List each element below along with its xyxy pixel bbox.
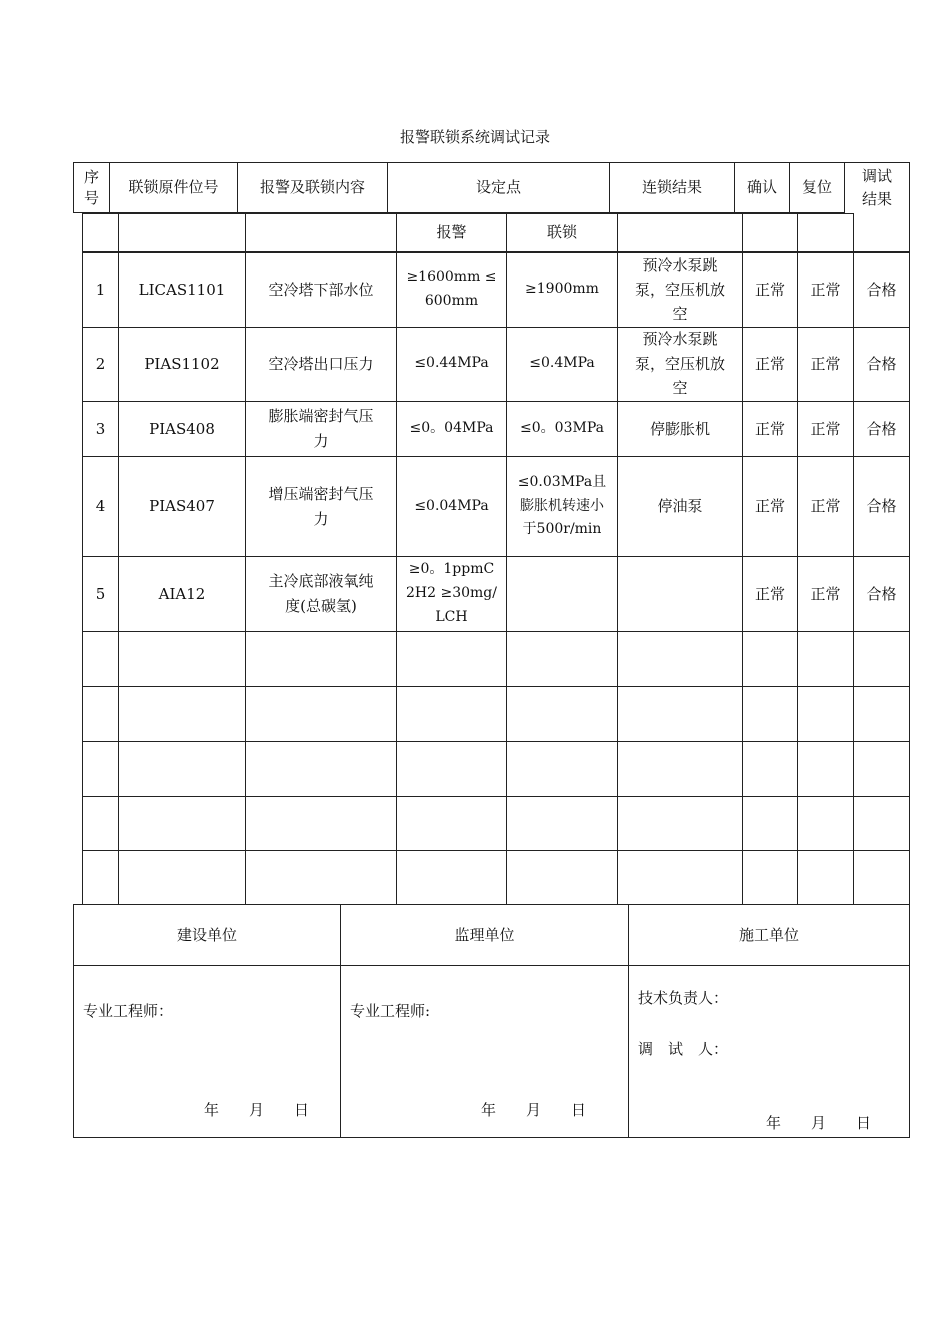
cell-result	[618, 632, 743, 687]
cell-interlock-text: ≤0.4MPa	[529, 355, 595, 372]
cell-content	[246, 457, 397, 557]
cell-reset	[798, 557, 854, 632]
cell-result	[618, 252, 743, 328]
cell-interlock	[507, 632, 618, 687]
header2-content	[246, 213, 397, 252]
cell-tag	[119, 457, 246, 557]
cell-reset	[798, 402, 854, 457]
cell-content-text: 膨胀端密封气压力	[268, 407, 374, 450]
cell-confirm-text: 正常	[754, 419, 785, 438]
cell-reset	[798, 632, 854, 687]
cell-no	[82, 457, 119, 557]
cell-interlock-text: ≤0.03MPa且膨胀机转速小于500r/min	[517, 473, 607, 538]
cell-interlock	[507, 252, 618, 328]
cell-interlock	[507, 557, 618, 632]
cell-reset	[798, 797, 854, 851]
cell-result	[618, 742, 743, 797]
cell-alarm-text: ≤0。04MPa	[409, 420, 494, 437]
cell-no	[82, 327, 119, 402]
cell-debug-text: 合格	[866, 280, 897, 299]
cell-debug	[854, 742, 910, 797]
cell-interlock	[507, 851, 618, 905]
cell-reset-text: 正常	[810, 419, 841, 438]
cell-reset	[798, 457, 854, 557]
cell-interlock	[507, 327, 618, 402]
cell-no	[82, 252, 119, 328]
header-alarm: 报警	[397, 213, 507, 252]
cell-debug-text: 合格	[866, 354, 897, 373]
cell-result	[618, 457, 743, 557]
cell-confirm	[743, 327, 798, 402]
cell-no-text: 2	[95, 354, 106, 373]
cell-tag	[119, 687, 246, 742]
header2-result	[618, 213, 743, 252]
cell-alarm	[397, 742, 507, 797]
cell-reset	[798, 851, 854, 905]
cell-no	[82, 402, 119, 457]
cell-interlock	[507, 797, 618, 851]
cell-no-text: 5	[95, 584, 106, 603]
cell-tag	[119, 327, 246, 402]
cell-tag-text: LICAS1101	[138, 280, 226, 299]
cell-result-text: 预冷水泵跳泵，空压机放空	[634, 329, 725, 398]
cell-debug	[854, 687, 910, 742]
cell-tag	[119, 851, 246, 905]
cell-debug-text: 合格	[866, 584, 897, 603]
cell-result-text: 停膨胀机	[649, 419, 710, 438]
cell-tag-text: AIA12	[158, 584, 206, 603]
cell-result-text: 预冷水泵跳泵，空压机放空	[634, 255, 725, 324]
cell-debug	[854, 402, 910, 457]
cell-result	[618, 327, 743, 402]
cell-interlock-text: ≤0。03MPa	[520, 420, 604, 437]
header2-confirm	[743, 213, 798, 252]
cell-result	[618, 797, 743, 851]
cell-confirm-text: 正常	[754, 584, 785, 603]
page-title: 报警联锁系统调试记录	[399, 128, 550, 146]
cell-confirm	[743, 402, 798, 457]
cell-result-text: 停油泵	[657, 497, 703, 516]
cell-reset-text: 正常	[810, 280, 841, 299]
header-tag: 联锁原件位号	[110, 162, 238, 213]
cell-alarm	[397, 557, 507, 632]
header-confirm: 确认	[735, 162, 790, 213]
cell-tag-text: PIAS408	[149, 419, 215, 438]
cell-content-text: 空冷塔出口压力	[268, 354, 374, 373]
cell-content-text: 增压端密封气压力	[268, 484, 374, 528]
header2-reset	[798, 213, 854, 252]
cell-no-text: 4	[95, 497, 106, 516]
cell-alarm	[397, 851, 507, 905]
cell-reset-text: 正常	[810, 584, 841, 603]
cell-alarm-text: ≤0.44MPa	[414, 355, 489, 372]
cell-result	[618, 851, 743, 905]
cell-result	[618, 402, 743, 457]
cell-content	[246, 252, 397, 328]
sig-construction-header: 建设单位	[73, 904, 341, 966]
construction-date: 年 月 日	[204, 1101, 310, 1119]
header2-debug	[854, 213, 910, 252]
cell-debug	[854, 632, 910, 687]
cell-tag	[119, 252, 246, 328]
cell-debug-text: 合格	[866, 419, 897, 438]
cell-confirm	[743, 557, 798, 632]
cell-debug	[854, 851, 910, 905]
cell-reset-text: 正常	[810, 354, 841, 373]
header-debug-result: 调试结果	[845, 162, 910, 213]
cell-tag-text: PIAS1102	[144, 354, 220, 373]
cell-alarm-text: ≥0。1ppmC2H2 ≥30mg/LCH	[406, 561, 497, 625]
cell-alarm	[397, 457, 507, 557]
cell-no	[82, 632, 119, 687]
cell-alarm	[397, 687, 507, 742]
cell-tag	[119, 797, 246, 851]
header-no: 序号	[73, 162, 110, 213]
cell-tag	[119, 632, 246, 687]
tech-lead-label: 技术负责人：	[638, 989, 729, 1007]
cell-interlock	[507, 402, 618, 457]
contractor-date: 年 月 日	[766, 1114, 872, 1132]
cell-alarm	[397, 327, 507, 402]
sig-supervision-header: 监理单位	[341, 904, 629, 966]
header-setpoint: 设定点	[388, 162, 610, 213]
sig-contractor-header: 施工单位	[629, 904, 910, 966]
header-reset: 复位	[790, 162, 845, 213]
cell-no	[82, 557, 119, 632]
cell-confirm	[743, 632, 798, 687]
debugger-label: 调 试 人：	[638, 1040, 729, 1058]
cell-debug	[854, 252, 910, 328]
cell-content	[246, 327, 397, 402]
supervision-date: 年 月 日	[481, 1101, 587, 1119]
cell-no	[82, 687, 119, 742]
cell-confirm-text: 正常	[754, 497, 785, 516]
cell-confirm	[743, 252, 798, 328]
cell-confirm	[743, 797, 798, 851]
cell-confirm	[743, 457, 798, 557]
cell-content	[246, 557, 397, 632]
cell-content	[246, 632, 397, 687]
cell-reset	[798, 687, 854, 742]
cell-interlock	[507, 742, 618, 797]
construction-engineer-label: 专业工程师：	[83, 1002, 174, 1020]
cell-debug-text: 合格	[866, 497, 897, 516]
cell-no-text: 3	[95, 419, 106, 438]
cell-no	[82, 742, 119, 797]
cell-alarm	[397, 797, 507, 851]
cell-tag	[119, 557, 246, 632]
cell-interlock	[507, 457, 618, 557]
cell-reset	[798, 742, 854, 797]
header-interlock: 联锁	[507, 213, 618, 252]
cell-tag	[119, 402, 246, 457]
cell-alarm-text: ≤0.04MPa	[414, 497, 489, 514]
supervision-engineer-label: 专业工程师:	[350, 1002, 431, 1020]
cell-reset	[798, 327, 854, 402]
cell-no	[82, 797, 119, 851]
cell-tag	[119, 742, 246, 797]
cell-debug	[854, 327, 910, 402]
cell-confirm	[743, 851, 798, 905]
header-result: 连锁结果	[610, 162, 735, 213]
cell-result	[618, 557, 743, 632]
cell-content	[246, 851, 397, 905]
cell-alarm	[397, 252, 507, 328]
cell-debug	[854, 457, 910, 557]
cell-confirm	[743, 742, 798, 797]
cell-debug	[854, 557, 910, 632]
cell-interlock	[507, 687, 618, 742]
cell-tag-text: PIAS407	[149, 497, 215, 516]
cell-confirm	[743, 687, 798, 742]
cell-content-text: 主冷底部液氧纯度(总碳氢)	[268, 572, 374, 615]
cell-content-text: 空冷塔下部水位	[268, 280, 374, 299]
cell-alarm-text: ≥1600mm ≤600mm	[406, 269, 497, 309]
cell-content	[246, 742, 397, 797]
cell-alarm	[397, 632, 507, 687]
cell-result	[618, 687, 743, 742]
cell-no-text: 1	[95, 280, 106, 299]
cell-alarm	[397, 402, 507, 457]
header-content: 报警及联锁内容	[238, 162, 388, 213]
cell-reset	[798, 252, 854, 328]
header2-tag	[119, 213, 246, 252]
cell-reset-text: 正常	[810, 497, 841, 516]
cell-content	[246, 402, 397, 457]
cell-debug	[854, 797, 910, 851]
cell-no	[82, 851, 119, 905]
cell-interlock-text: ≥1900mm	[525, 281, 599, 298]
cell-confirm-text: 正常	[754, 280, 785, 299]
cell-content	[246, 687, 397, 742]
cell-content	[246, 797, 397, 851]
header2-no	[82, 213, 119, 252]
cell-confirm-text: 正常	[754, 354, 785, 373]
